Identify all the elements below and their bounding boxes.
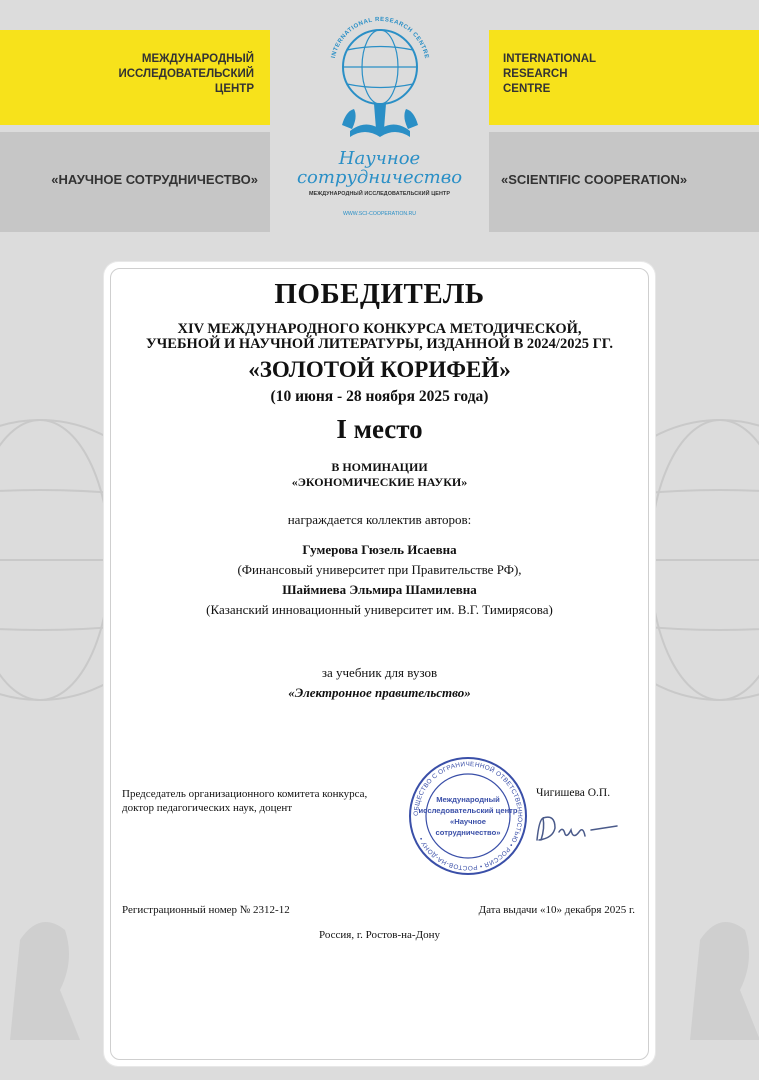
stamp-ring-text: ОБЩЕСТВО С ОГРАНИЧЕННОЙ ОТВЕТСТВЕННОСТЬЮ • РОССИЯ • РОСТОВ-НА-ДОНУ •: [412, 760, 524, 872]
issue-date: Дата выдачи «10» декабря 2025 г.: [478, 904, 635, 916]
right-figure-icon: [690, 922, 759, 1040]
registration-number: Регистрационный номер № 2312-12: [122, 904, 290, 916]
org-name-ru: МЕЖДУНАРОДНЫЙ ИССЛЕДОВАТЕЛЬСКИЙ ЦЕНТР: [118, 53, 254, 95]
certificate-frame: [104, 262, 655, 1066]
certificate-inner-border: [110, 268, 649, 1060]
stamp-seal-icon: [406, 754, 530, 878]
left-figure-icon: [10, 922, 80, 1040]
stamp-center-line: исследовательский центр: [418, 806, 518, 815]
globe-tree-icon: [320, 5, 440, 153]
nomination: В НОМИНАЦИИ «ЭКОНОМИЧЕСКИЕ НАУКИ»: [291, 460, 468, 489]
award-place: I место: [336, 414, 423, 444]
header-left-gray-panel: [0, 132, 270, 232]
chair-position: Председатель организационного комитета конкурса, доктор педагогических наук, доцент: [122, 788, 368, 814]
stamp-center-line: сотрудничество»: [435, 828, 501, 837]
author-affiliation: (Казанский инновационный университет им. В.Г. Тимирясова): [206, 602, 553, 617]
header-right-gray-panel: [489, 132, 759, 232]
header-left-yellow-panel: [0, 30, 270, 125]
author-name: Шаймиева Эльмира Шамилевна: [282, 582, 477, 597]
contest-description: XIV МЕЖДУНАРОДНОГО КОНКУРСА МЕТОДИЧЕСКОЙ, УЧЕБНОЙ И НАУЧНОЙ ЛИТЕРАТУРЫ, ИЗДАННОЙ В 2024/2025 ГГ.: [145, 321, 614, 352]
stamp-center-line: «Научное: [449, 817, 487, 826]
certificate-title: ПОБЕДИТЕЛЬ: [274, 278, 485, 310]
logo-ring-text: INTERNATIONAL RESEARCH CENTRE: [330, 16, 429, 60]
logo-script-title: Научное сотрудничество: [296, 148, 463, 188]
logo-url: WWW.SCI-COOPERATION.RU: [342, 211, 417, 217]
org-name-en: INTERNATIONAL RESEARCH CENTRE: [503, 53, 597, 95]
issue-city: Россия, г. Ростов-на-Дону: [319, 929, 440, 941]
contest-name: «ЗОЛОТОЙ КОРИФЕЙ»: [248, 357, 511, 382]
contest-dates: (10 июня - 28 ноября 2025 года): [270, 388, 489, 405]
center-logo: [286, 5, 473, 235]
chair-name: Чигишева О.П.: [536, 787, 611, 799]
motto-ru: «НАУЧНОЕ СОТРУДНИЧЕСТВО»: [51, 172, 258, 187]
stamp-center-line: Международный: [436, 795, 500, 804]
header-right-yellow-panel: [489, 30, 759, 125]
logo-subtitle: МЕЖДУНАРОДНЫЙ ИССЛЕДОВАТЕЛЬСКИЙ ЦЕНТР: [308, 191, 451, 197]
author-name: Гумерова Гюзель Исаевна: [302, 542, 457, 557]
motto-en: «SCIENTIFIC COOPERATION»: [501, 172, 688, 187]
book-title: «Электронное правительство»: [288, 685, 471, 700]
author-affiliation: (Финансовый университет при Правительстве РФ),: [237, 562, 522, 577]
awarded-text: награждается коллектив авторов:: [287, 512, 472, 527]
award-for-text: за учебник для вузов: [321, 665, 438, 680]
signature-icon: [529, 810, 629, 850]
